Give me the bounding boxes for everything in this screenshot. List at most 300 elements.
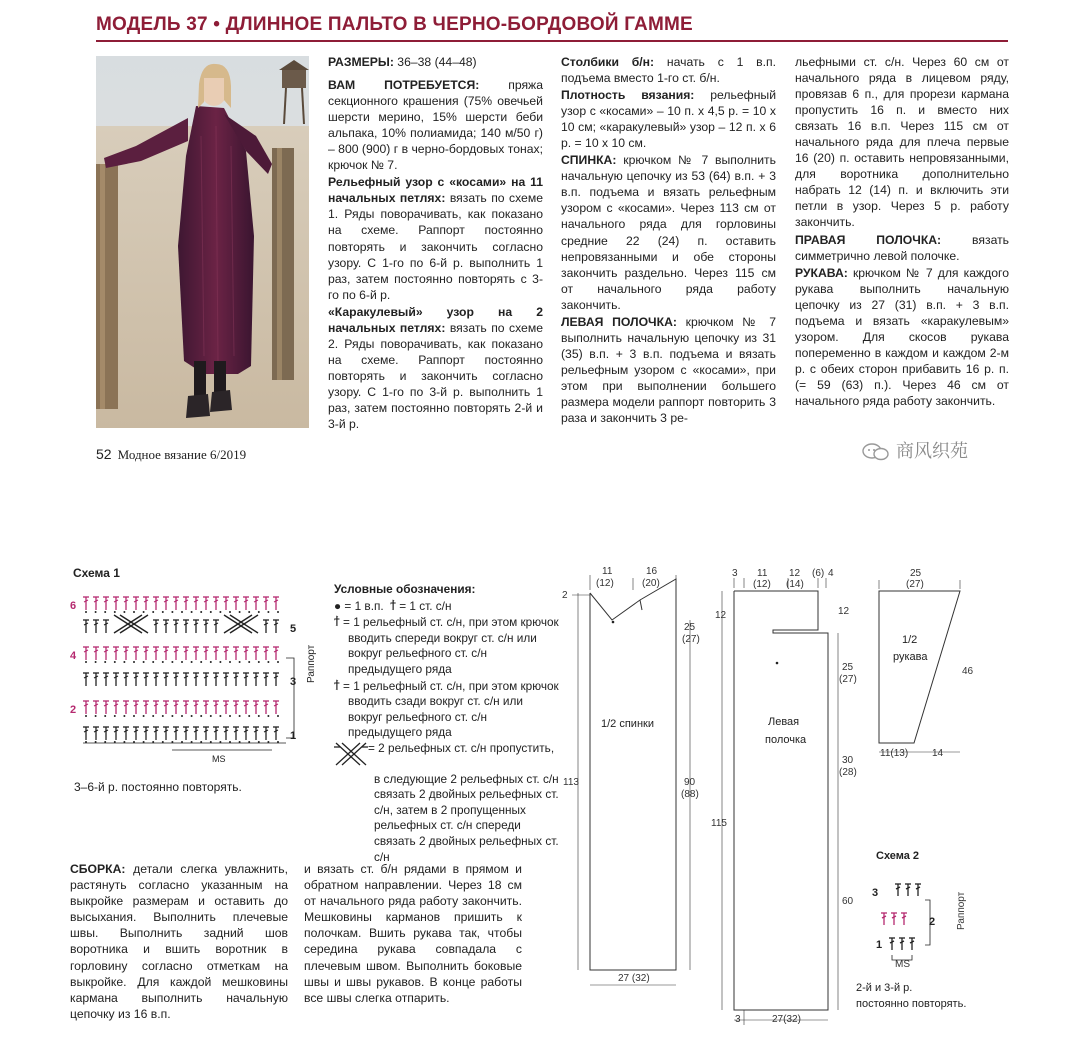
dc-stitch — [233, 647, 239, 660]
dc-stitch — [143, 597, 149, 610]
chain-stitch-dot — [85, 611, 87, 613]
dc-stitch — [253, 727, 259, 740]
front-pattern-name-1: Левая — [768, 716, 800, 728]
chain-stitch-dot — [181, 611, 183, 613]
dc-stitch — [263, 597, 269, 610]
sleeve-pattern-name-1: 1/2 — [902, 634, 918, 646]
page-number: 52 — [96, 446, 112, 462]
chain-symbol-icon: ● — [334, 598, 342, 613]
wechat-icon — [862, 443, 890, 461]
dc-stitch — [163, 597, 169, 610]
dc-stitch — [133, 647, 139, 660]
chain-stitch-dot — [123, 611, 125, 613]
dc-stitch — [173, 727, 179, 740]
chain-stitch-dot — [133, 715, 135, 717]
scheme1-chart — [62, 588, 332, 773]
karakul-pattern-text: вязать по схеме 2. Ряды поворачивать, как показано на схеме. Раппорт постоянно повторять и закончить согласно узору. С 1-го по 3-й р. выполнить 1 раз, затем постоянно повторять 2-й и 3-й р. — [328, 320, 543, 432]
chain-stitch-dot — [258, 661, 260, 663]
chain-stitch-dot — [171, 715, 173, 717]
back-pattern — [562, 566, 700, 985]
scheme2-rapport: Раппорт — [956, 891, 967, 930]
scheme1-label: Схема 1 — [73, 566, 120, 580]
dc-stitch — [203, 620, 209, 633]
dc-stitch — [881, 913, 887, 925]
back-dim-top-left: 11 — [602, 566, 613, 577]
dc-stitch — [133, 701, 139, 714]
chain-stitch-dot — [123, 661, 125, 663]
dc-stitch — [83, 673, 89, 686]
dc-stitch — [173, 620, 179, 633]
gauge-label: Плотность вязания: — [561, 88, 695, 103]
chain-stitch-dot — [123, 715, 125, 717]
chain-stitch-dot — [277, 611, 279, 613]
dc-stitch — [143, 727, 149, 740]
chain-stitch-dot — [104, 715, 106, 717]
page-footer — [96, 446, 246, 463]
front-pattern-name-2: полочка — [765, 734, 807, 746]
dc-stitch — [173, 647, 179, 660]
chain-stitch-dot — [210, 715, 212, 717]
dc-stitch — [915, 884, 921, 896]
dc-stitch — [253, 647, 259, 660]
dc-stitch — [213, 727, 219, 740]
dc-stitch — [123, 673, 129, 686]
magazine-name: Модное вязание 6/2019 — [117, 447, 247, 462]
dc-stitch — [223, 701, 229, 714]
back-dim-side-top-alt: (27) — [682, 634, 700, 645]
right-front-text: вязать симметрично левой полочке. — [795, 232, 1010, 263]
back-dim-bottom: 27 (32) — [618, 973, 650, 984]
dc-stitch — [223, 647, 229, 660]
chain-stitch-dot — [114, 661, 116, 663]
legend-cable-text: = 2 рельефных ст. с/н пропустить, в следующие 2 рельефных ст. с/н связать 2 двойных рельефных ст. с/н, затем в 2 пропущенных рельефных ст. с/н спереди связать 2 двойных рельефных ст. с/н — [368, 740, 559, 864]
legend-chain-text: = 1 в.п. — [344, 598, 384, 613]
chain-stitch-dot — [114, 715, 116, 717]
left-front-continued: льефными ст. с/н. Через 60 см от начального ряда в лицевом ряду, провязав 6 п., для прорези кармана пропустить 16 п. и вместо них связать 16 в.п. Через 115 см от начального ряда для плеча первые 16 (20) п. оставить непровязанными, для воротника дополнительно набрать 12 (14) п. и включить эти петли в узор. Через 5 р. работу закончить. — [795, 55, 1009, 230]
dc-stitch — [213, 620, 219, 633]
chain-stitch-dot — [133, 661, 135, 663]
sleeves-text: крючком № 7 для каждого рукава выполнить начальную цепочку из 27 (31) в.п. + 3 в.п. подъема и вязать «каракулевым» узором. Для скосов рукава попеременно в каждом и каждом 2-м р. с обеих сторон прибавить 16 р. п. (= 59 (63) п.). Через 46 см от начального ряда работу закончить. — [795, 265, 1009, 408]
front-dim-side-25: 25 — [842, 662, 854, 673]
dc-stitch — [193, 647, 199, 660]
dc-stitch — [243, 673, 249, 686]
cable-symbol-icon — [334, 741, 368, 772]
sleeves-label: РУКАВА: — [795, 265, 848, 280]
dc-stitch — [93, 647, 99, 660]
sleeve-dim-height: 46 — [962, 666, 974, 677]
dc-stitch — [243, 597, 249, 610]
dc-stitch — [273, 620, 279, 633]
chain-stitch-dot — [229, 611, 231, 613]
dc-stitch — [133, 597, 139, 610]
chain-stitch-dot — [143, 611, 145, 613]
dc-stitch — [253, 673, 259, 686]
page-title: МОДЕЛЬ 37 • ДЛИННОЕ ПАЛЬТО В ЧЕРНО-БОРДОВОЙ ГАММЕ — [96, 14, 693, 35]
dc-stitch — [905, 884, 911, 896]
chain-stitch-dot — [171, 661, 173, 663]
dc-stitch — [223, 727, 229, 740]
front-dim-pocket: 60 — [842, 896, 854, 907]
chain-stitch-dot — [248, 661, 250, 663]
dc-stitch — [93, 727, 99, 740]
instructions-column-3 — [795, 54, 1009, 410]
dc-stitch — [243, 647, 249, 660]
legend-back-post-text: = 1 рельефный ст. с/н, при этом крючок вводить сзади вокруг ст. с/н или вокруг рельефного ст. с/н предыдущего ряда — [343, 678, 559, 740]
chain-stitch-dot — [200, 611, 202, 613]
chain-stitch-dot — [200, 715, 202, 717]
dc-stitch — [123, 727, 129, 740]
dc-stitch — [143, 647, 149, 660]
front-dim-top-12: 12 — [789, 568, 801, 579]
chain-stitch-dot — [210, 661, 212, 663]
dc-stitch — [113, 673, 119, 686]
sizes-value: 36–38 (44–48) — [397, 55, 477, 69]
watermark-text: 商风织苑 — [896, 441, 968, 461]
dc-stitch — [183, 701, 189, 714]
front-dim-top-6: (6) — [812, 568, 825, 579]
chain-stitch-dot — [133, 611, 135, 613]
dc-stitch — [895, 884, 901, 896]
chain-stitch-dot — [258, 715, 260, 717]
back-pattern-name: 1/2 спинки — [601, 718, 654, 730]
assembly-text-2: и вязать ст. б/н рядами в прямом и обратном направлении. Через 18 см от начального ряда работу закончить. Мешковины карманов пришить к полочкам. Вшить рукава так, чтобы середина рукава совпадала с плечевым швом. Выполнить боковые швы и швы рукавов. В конце работы все швы слегка отпарить. — [304, 862, 522, 1005]
right-front-label: ПРАВАЯ ПОЛОЧКА: — [795, 232, 942, 247]
relief-pattern-text: вязать по схеме 1. Ряды поворачивать, как показано на схеме. Раппорт постоянно повторять и закончить согласно узору. С 1-го по 6-й р. выполнить 1 раз, затем постоянно повторять с 3-го по 6-й р. — [328, 191, 543, 302]
chain-stitch-dot — [143, 661, 145, 663]
dc-stitch — [233, 673, 239, 686]
front-dim-bottom: 27(32) — [772, 1014, 801, 1025]
chain-stitch-dot — [85, 715, 87, 717]
dc-stitch — [163, 727, 169, 740]
sleeve-dim-bottom: 11(13) — [880, 748, 909, 759]
dc-stitch — [273, 673, 279, 686]
pattern-diagrams — [556, 560, 1026, 1030]
chain-stitch-dot — [277, 715, 279, 717]
chain-stitch-dot — [95, 661, 97, 663]
front-dim-side-30-alt: (28) — [839, 767, 857, 778]
dc-stitch — [163, 647, 169, 660]
dc-stitch — [203, 673, 209, 686]
dc-stitch — [193, 727, 199, 740]
dc-stitch — [263, 727, 269, 740]
chain-stitch-dot — [248, 715, 250, 717]
back-dim-neck: 2 — [562, 590, 568, 601]
scheme2-row-1: 1 — [876, 939, 883, 951]
dc-stitch — [83, 701, 89, 714]
chain-stitch-dot — [85, 661, 87, 663]
dc-stitch — [213, 597, 219, 610]
materials-text: пряжа секционного крашения (75% овечьей шерсти мерино, 15% шерсти беби альпака, 10% полиамида; 140 м/50 г) – 800 (900) г в черно-бордовых тонах; крючок № 7. — [328, 78, 543, 173]
dc-stitch — [233, 597, 239, 610]
front-dim-bottom-3: 3 — [735, 1014, 741, 1025]
dc-stitch — [263, 701, 269, 714]
chain-stitch-dot — [181, 661, 183, 663]
legend-title: Условные обозначения: — [334, 582, 476, 596]
assembly-column-1 — [70, 861, 288, 1022]
sleeve-dim-bottom-right: 14 — [932, 748, 944, 759]
dc-stitch — [163, 701, 169, 714]
dc-stitch — [113, 701, 119, 714]
dc-stitch — [173, 701, 179, 714]
chain-stitch-dot — [171, 611, 173, 613]
scheme2-ms: MS — [895, 959, 910, 970]
scheme2-row-2: 2 — [929, 916, 936, 928]
chain-stitch-dot — [104, 661, 106, 663]
dc-stitch — [113, 647, 119, 660]
front-dim-top-3: 3 — [732, 568, 738, 579]
dc-stitch — [213, 701, 219, 714]
chain-stitch-dot — [248, 611, 250, 613]
chain-stitch-dot — [162, 715, 164, 717]
scheme1-ms: MS — [212, 754, 226, 764]
front-dim-top-11: 11 — [757, 568, 768, 579]
dc-stitch — [173, 673, 179, 686]
dc-stitch — [233, 701, 239, 714]
sizes-label: РАЗМЕРЫ: — [328, 55, 394, 69]
back-dim-top-right-alt: (20) — [642, 578, 660, 589]
dc-stitch — [143, 701, 149, 714]
dc-stitch — [203, 727, 209, 740]
materials-label: ВАМ ПОТРЕБУЕТСЯ: — [328, 78, 480, 93]
front-dim-top-11-alt: (12) — [753, 579, 771, 590]
dc-stitch — [273, 701, 279, 714]
dc-stitch — [193, 673, 199, 686]
chain-stitch-dot — [162, 611, 164, 613]
dc-stitch — [113, 597, 119, 610]
legend-back-post — [334, 678, 559, 741]
cable-cross — [224, 615, 258, 633]
scheme1-row-label: 3 — [290, 676, 297, 688]
legend-front-post-text: = 1 рельефный ст. с/н, при этом крючок вводить спереди вокруг ст. с/н или вокруг рельефного ст. с/н предыдущего ряда — [343, 615, 559, 676]
legend — [334, 582, 559, 865]
karakul-pattern-label: «Каракулевый» узор на 2 начальных петлях: — [328, 304, 543, 335]
dc-stitch — [83, 727, 89, 740]
front-dim-side-25-alt: (27) — [839, 674, 857, 685]
dc-stitch — [213, 647, 219, 660]
dc-stitch — [83, 647, 89, 660]
gauge-text: рельефный узор с «косами» – 10 п. х 4,5 р. = 10 х 10 см; «каракулевый» узор – 12 п. х 6 р. = 10 х 10 см. — [561, 88, 776, 151]
model-photo — [96, 56, 309, 428]
chain-stitch-dot — [267, 715, 269, 717]
dc-stitch — [83, 597, 89, 610]
back-dim-height-lower: 90 — [684, 777, 696, 788]
dc-stitch — [113, 727, 119, 740]
chain-stitch-dot — [152, 611, 154, 613]
chain-stitch-dot — [191, 611, 193, 613]
scheme1-row-label: 4 — [70, 650, 77, 662]
scheme2-stitches — [881, 884, 930, 960]
dc-stitch — [103, 727, 109, 740]
dc-stitch — [133, 727, 139, 740]
chain-stitch-dot — [181, 715, 183, 717]
back-text: крючком № 7 выполнить начальную цепочку из 53 (64) в.п. + 3 в.п. подъема и вязать рельефным узором с «косами». Через 113 см от начального ряда для горловины средние 22 (24) п. оставить непровязанными и обе стороны закончить раздельно. Через 115 см от начального ряда работу закончить. — [561, 153, 776, 312]
chain-stitch-dot — [239, 715, 241, 717]
dc-stitch — [203, 597, 209, 610]
chain-stitch-dot — [229, 715, 231, 717]
watermark — [862, 437, 968, 463]
dc-stitch — [83, 620, 89, 633]
back-dim-top-right: 16 — [646, 566, 658, 577]
chain-stitch-dot — [239, 611, 241, 613]
dc-stitch — [153, 701, 159, 714]
dc-stitch — [193, 701, 199, 714]
front-pattern — [711, 568, 857, 1025]
dc-stitch — [183, 620, 189, 633]
chain-stitch-dot — [219, 611, 221, 613]
scheme2-row-3: 3 — [872, 887, 879, 899]
legend-front-post — [334, 614, 559, 677]
dc-stitch — [263, 673, 269, 686]
dc-stitch — [253, 701, 259, 714]
dc-stitch — [223, 673, 229, 686]
dc-stitch — [153, 597, 159, 610]
front-dim-top-12-alt: (14) — [786, 579, 804, 590]
chain-stitch-dot — [162, 661, 164, 663]
front-dim-total: 115 — [711, 818, 727, 829]
chain-stitch-dot — [114, 611, 116, 613]
dc-stitch — [193, 597, 199, 610]
back-dim-height-lower-alt: (88) — [681, 789, 699, 800]
dc-stitch — [153, 673, 159, 686]
scheme1-row-label: 2 — [70, 704, 77, 716]
assembly-column-2 — [304, 861, 522, 1006]
dc-stitch — [233, 727, 239, 740]
dc-stitch — [263, 647, 269, 660]
dc-stitch — [93, 597, 99, 610]
title-divider — [96, 40, 1008, 42]
chain-stitch-dot — [258, 611, 260, 613]
single-crochet-label: Столбики б/н: — [561, 55, 655, 69]
rapport-bracket — [286, 658, 297, 738]
dc-stitch — [143, 673, 149, 686]
dc-stitch — [243, 727, 249, 740]
dc-stitch — [103, 673, 109, 686]
front-dim-top-4: 4 — [828, 568, 834, 579]
scheme1-row-label: 5 — [290, 623, 297, 635]
back-label: СПИНКА: — [561, 153, 617, 168]
left-front-label: ЛЕВАЯ ПОЛОЧКА: — [561, 314, 677, 329]
dc-stitch — [103, 597, 109, 610]
dc-stitch — [213, 673, 219, 686]
left-front-text: крючком № 7 выполнить начальную цепочку из 31 (35) в.п. + 3 в.п. подъема и вязать рельефным узором с «косами», при этом при выполнении большего размера модели раппорт повторить 3 раза и закончить 3 ре- — [561, 314, 777, 426]
dc-stitch — [273, 727, 279, 740]
back-post-icon: ϯ — [334, 676, 340, 693]
dc-stitch — [193, 620, 199, 633]
scheme2-label: Схема 2 — [876, 850, 920, 862]
dc-stitch — [103, 647, 109, 660]
legend-chain — [334, 598, 559, 615]
dc-stitch — [103, 701, 109, 714]
back-dim-top-left-alt: (12) — [596, 578, 614, 589]
chain-stitch-dot — [152, 661, 154, 663]
dc-stitch — [93, 620, 99, 633]
chain-stitch-dot — [267, 661, 269, 663]
relief-pattern-label: Рельефный узор с «косами» на 11 начальных петлях: — [328, 175, 543, 206]
scheme1-rapport: Раппорт — [306, 644, 317, 683]
assembly-text-1: детали слегка увлажнить, растянуть согласно указанным на выкройке размерам и оставить до высыхания. Выполнить плечевые швы. Выполнить задний шов воротника и вшить воротник в горловину согласно отметкам на выкройке. Для каждой мешковины кармана выполнить начальную цепочку из 16 в.п. — [70, 862, 288, 1021]
scheme2-note-1: 2-й и 3-й р. — [856, 982, 913, 994]
dc-stitch — [909, 938, 915, 950]
dc-stitch — [899, 938, 905, 950]
dc-stitch — [123, 701, 129, 714]
dc-stitch — [153, 620, 159, 633]
dc-stitch — [183, 727, 189, 740]
dc-stitch — [153, 647, 159, 660]
dc-stitch — [183, 597, 189, 610]
dc-stitch — [163, 673, 169, 686]
dc-symbol-icon: ϯ — [390, 596, 396, 613]
dc-stitch — [183, 673, 189, 686]
chain-stitch-dot — [219, 715, 221, 717]
single-crochet-text: начать с 1 в.п. подъема вместо 1-го ст. б/н. — [561, 55, 776, 86]
dc-stitch — [203, 647, 209, 660]
assembly-label: СБОРКА: — [70, 862, 126, 876]
dc-stitch — [889, 938, 895, 950]
back-dim-height-total: 113 — [563, 777, 579, 788]
scheme1-note: 3–6-й р. постоянно повторять. — [74, 780, 242, 794]
sleeve-dim-top-alt: (27) — [906, 579, 924, 590]
back-dim-side-top: 25 — [684, 622, 696, 633]
dc-stitch — [273, 647, 279, 660]
instructions-column-2 — [561, 54, 776, 427]
sleeve-pattern-name-2: рукава — [893, 651, 928, 663]
dc-stitch — [123, 647, 129, 660]
chain-stitch-dot — [210, 611, 212, 613]
dc-stitch — [133, 673, 139, 686]
chain-stitch-dot — [229, 661, 231, 663]
dc-stitch — [263, 620, 269, 633]
cable-cross — [114, 615, 148, 633]
dc-stitch — [273, 597, 279, 610]
scheme2-note-2: постоянно повторять. — [856, 998, 967, 1010]
chain-stitch-dot — [143, 715, 145, 717]
dc-stitch — [243, 701, 249, 714]
dc-stitch — [223, 597, 229, 610]
dc-stitch — [253, 597, 259, 610]
chain-stitch-dot — [95, 715, 97, 717]
sleeve-dim-top: 25 — [910, 568, 922, 579]
chain-stitch-dot — [152, 715, 154, 717]
chain-stitch-dot — [191, 715, 193, 717]
dc-stitch — [891, 913, 897, 925]
dc-stitch — [123, 597, 129, 610]
dc-stitch — [93, 701, 99, 714]
chain-stitch-dot — [277, 661, 279, 663]
dc-stitch — [163, 620, 169, 633]
sleeve-pattern — [879, 568, 974, 759]
chain-stitch-dot — [95, 611, 97, 613]
scheme1-row-label: 1 — [290, 730, 297, 742]
scheme1-row-label: 6 — [70, 600, 77, 612]
front-dim-side-30: 30 — [842, 755, 854, 766]
front-dim-right-12: 12 — [838, 606, 850, 617]
dc-stitch — [153, 727, 159, 740]
legend-cable — [334, 741, 559, 865]
chain-stitch-dot — [200, 661, 202, 663]
dc-stitch — [901, 913, 907, 925]
front-dim-left-12: 12 — [715, 610, 727, 621]
chain-stitch-dot — [191, 661, 193, 663]
dc-stitch — [173, 597, 179, 610]
chain-stitch-dot — [267, 611, 269, 613]
legend-dc-text: = 1 ст. с/н — [399, 598, 452, 613]
chain-stitch-dot — [239, 661, 241, 663]
chain-stitch-dot — [219, 661, 221, 663]
front-post-icon: ϯ — [334, 613, 340, 630]
scheme2 — [856, 850, 967, 1010]
chain-stitch-dot — [104, 611, 106, 613]
dc-stitch — [103, 620, 109, 633]
